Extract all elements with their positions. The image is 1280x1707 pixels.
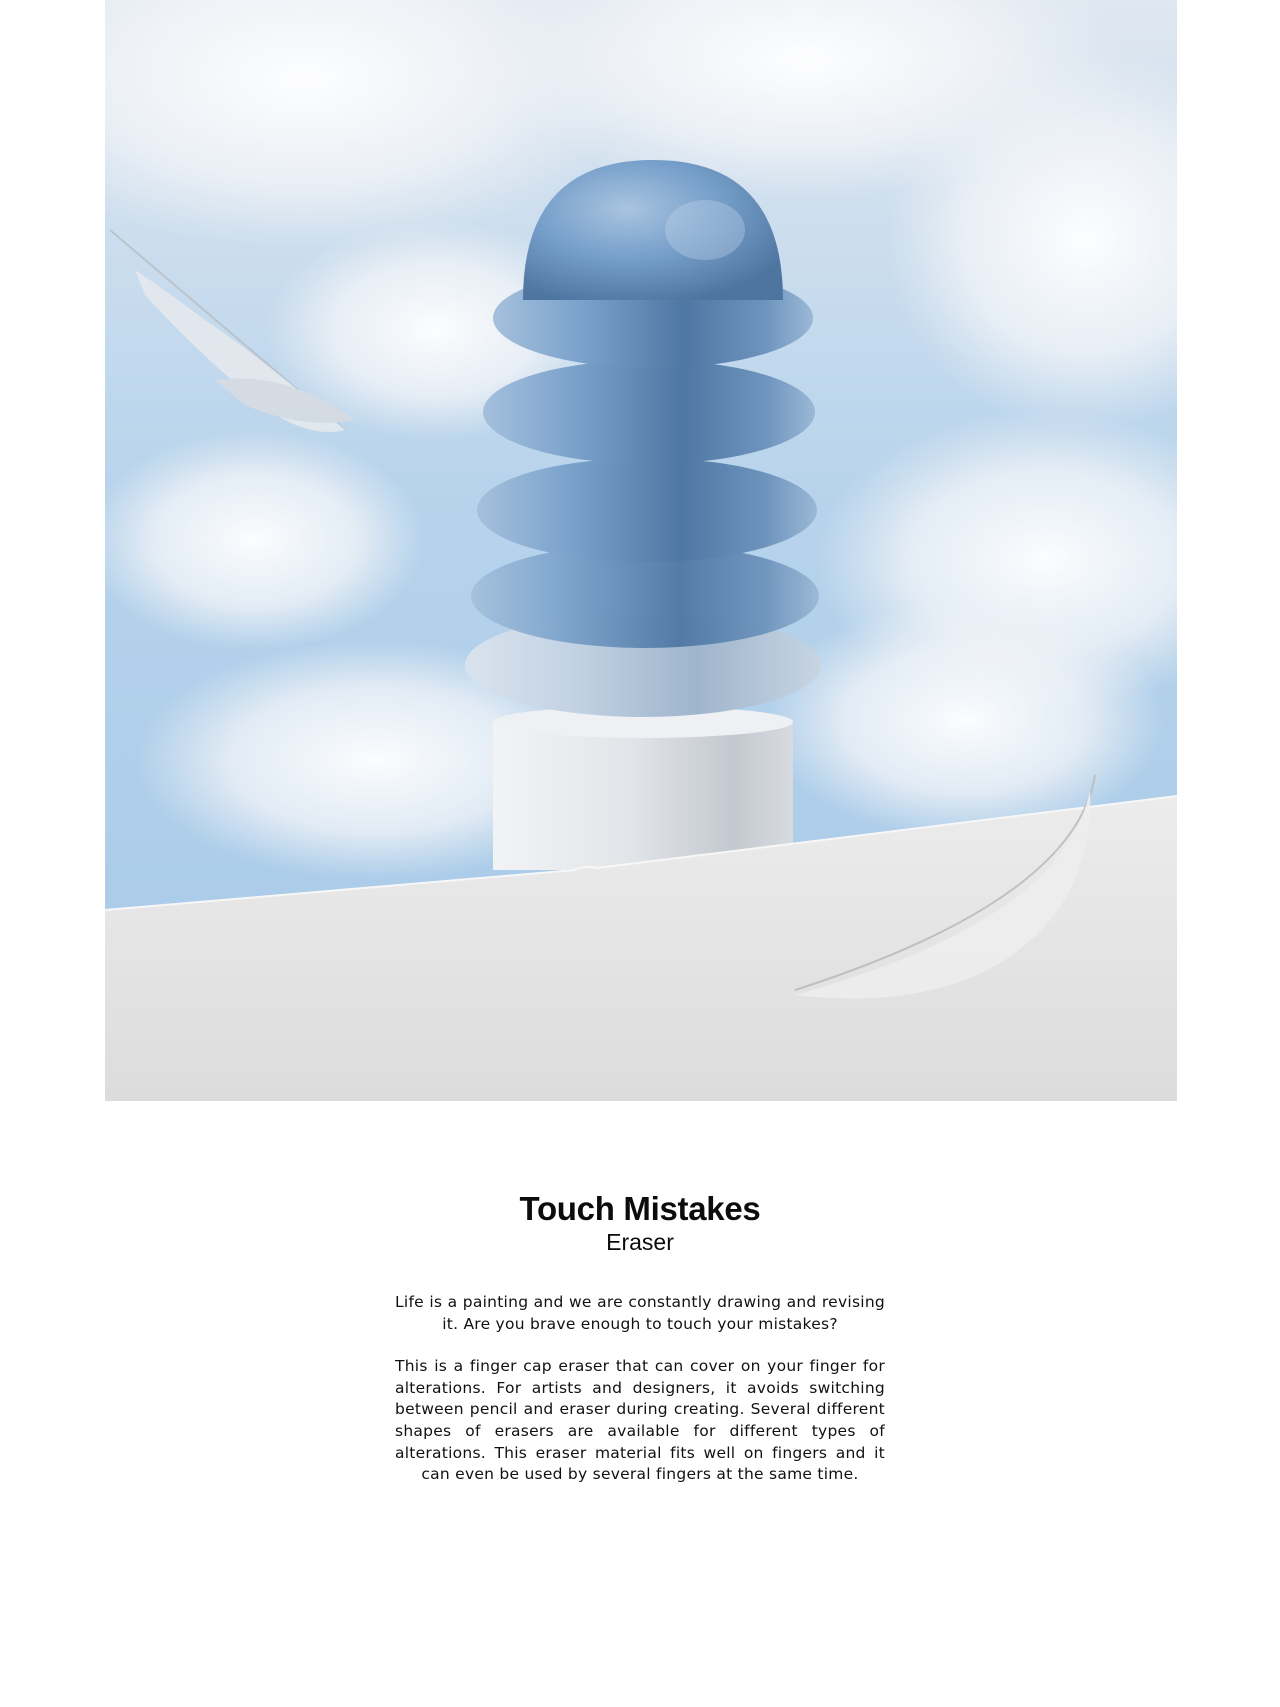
hero-image xyxy=(105,0,1177,1101)
product-description xyxy=(395,1292,885,1507)
product-title: Touch Mistakes xyxy=(519,1190,761,1227)
description-paragraph-1: Life is a painting and we are constantly drawing and revising it. Are you brave enough to touch your mistakes? xyxy=(395,1293,885,1333)
product-subtitle: Eraser xyxy=(606,1229,674,1255)
eraser-render-illustration xyxy=(105,0,1177,1101)
caption xyxy=(340,1190,940,1256)
eraser-base xyxy=(493,720,793,870)
description-paragraph-2: This is a finger cap eraser that can cover on your finger for alterations. For artists and designers, it avoids switching between pencil and eraser during creating. Several different shapes of erasers are available for different types of alterations. This eraser material fits well on fingers and it can even be used by several fingers at the same time. xyxy=(395,1357,885,1484)
